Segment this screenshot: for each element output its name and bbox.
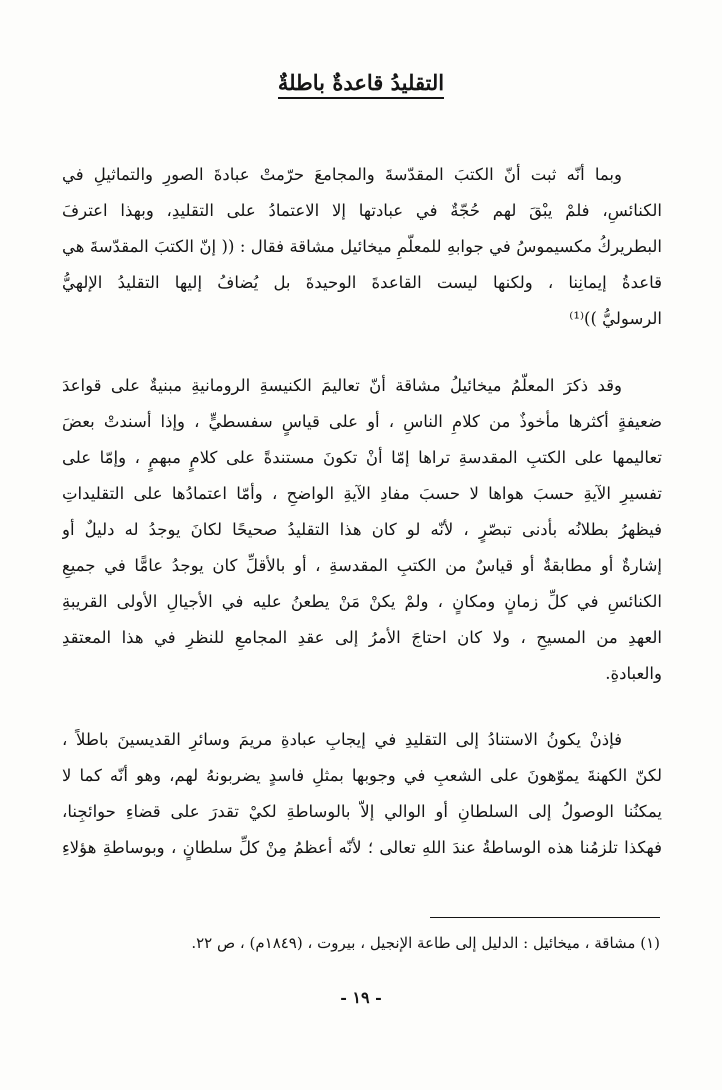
text-line: يمكنُنا الوصولُ إلى السلطانِ أو الوالي إلاّ بالوساطةِ لكيْ تقدرَ على قضاءِ حوائجِنا، — [62, 802, 662, 821]
text-line: قاعدةُ إيمانِنا ، ولكنها ليست القاعدةَ الوحيدةَ بل يُضافُ إليها التقليدُ الإلهيُّ — [62, 273, 662, 292]
text-line: تعاليمها على الكتبِ المقدسةِ تراها إمّا أنْ تكونَ مستندةً على كلامٍ مبهمٍ ، وإمّا على — [62, 448, 662, 467]
page-title: التقليدُ قاعدةٌ باطلةٌ — [0, 70, 722, 95]
text-line: لكنّ الكهنةَ يموّهونَ على الشعبِ في وجوبها بمثلِ فاسدٍ يضربونهُ لهم، وهو أنّه كما لا — [62, 766, 662, 785]
text-line: الكنائسِ، فلمْ يبْقَ لهم حُجّةٌ في عبادتها إلا الاعتمادُ على التقليدِ، وبهذا اعترفَ — [62, 201, 662, 220]
text-line: البطريركُ مكسيموسُ في جوابهِ للمعلّمِ ميخائيل مشاقة فقال : (( إنّ الكتبَ المقدّسةَ هي — [62, 237, 662, 256]
text-line: والعبادةِ. — [605, 664, 662, 683]
text-line: العهدِ من المسيحِ ، ولا كان احتاجَ الأمرُ إلى عقدِ المجامعِ للنظرِ في هذا المعتقدِ — [62, 628, 662, 647]
footnote: (١) مشاقة ، ميخائيل : الدليل إلى طاعة الإنجيل ، بيروت ، (١٨٤٩م) ، ص ٢٢. — [191, 934, 660, 952]
footnote-separator — [430, 917, 660, 918]
text-line: تفسيرِ الآيةِ حسبَ هواها لا حسبَ مفادِ الآيةِ الواضحِ ، وأمّا اعتمادُها على التقليداتِ — [62, 484, 662, 503]
text-line: الرسوليُّ ))⁽¹⁾ — [569, 309, 662, 328]
text-line: ضعيفةٍ أكثرها مأخوذٌ من كلامِ الناسِ ، أو على قياسٍ سفسطيٍّ ، وإذا أسندتْ بعضَ — [62, 412, 662, 431]
text-line: فهكذا تلزمُنا هذه الوساطةُ عندَ اللهِ تعالى ؛ لأنّه أعظمُ مِنْ كلِّ سلطانٍ ، وبوساطةِ هؤلاءِ — [62, 838, 662, 857]
text-line: وقد ذكرَ المعلّمُ ميخائيلُ مشاقة أنّ تعاليمَ الكنيسةِ الرومانيةِ مبنيةٌ على قواعدَ — [62, 376, 622, 395]
text-line: وبما أنّه ثبت أنّ الكتبَ المقدّسةَ والمجامعَ حرّمتْ عبادةَ الصورِ والتماثيلِ في — [62, 165, 622, 184]
text-line: فيظهرُ بطلانُه بأدنى تبصّرٍ ، لأنّه لو كان هذا التقليدُ صحيحًا لكانَ يوجدُ له دليلٌ أو — [62, 520, 662, 539]
text-line: إشارةٌ أو مطابقةٌ أو قياسٌ من الكتبِ المقدسةِ ، أو بالأقلِّ كان يوجدُ عامًّا في جميعِ — [62, 556, 662, 575]
page-number: - ١٩ - — [340, 988, 382, 1007]
text-line: فإذنْ يكونُ الاستنادُ إلى التقليدِ في إيجابِ عبادةِ مريمَ وسائرِ القديسينَ باطلاً ، — [62, 730, 622, 749]
text-line: الكنائسِ في كلِّ زمانٍ ومكانٍ ، ولمْ يكنْ مَنْ يطعنُ عليه في الأجيالِ الأولى القريبةِ — [62, 592, 662, 611]
